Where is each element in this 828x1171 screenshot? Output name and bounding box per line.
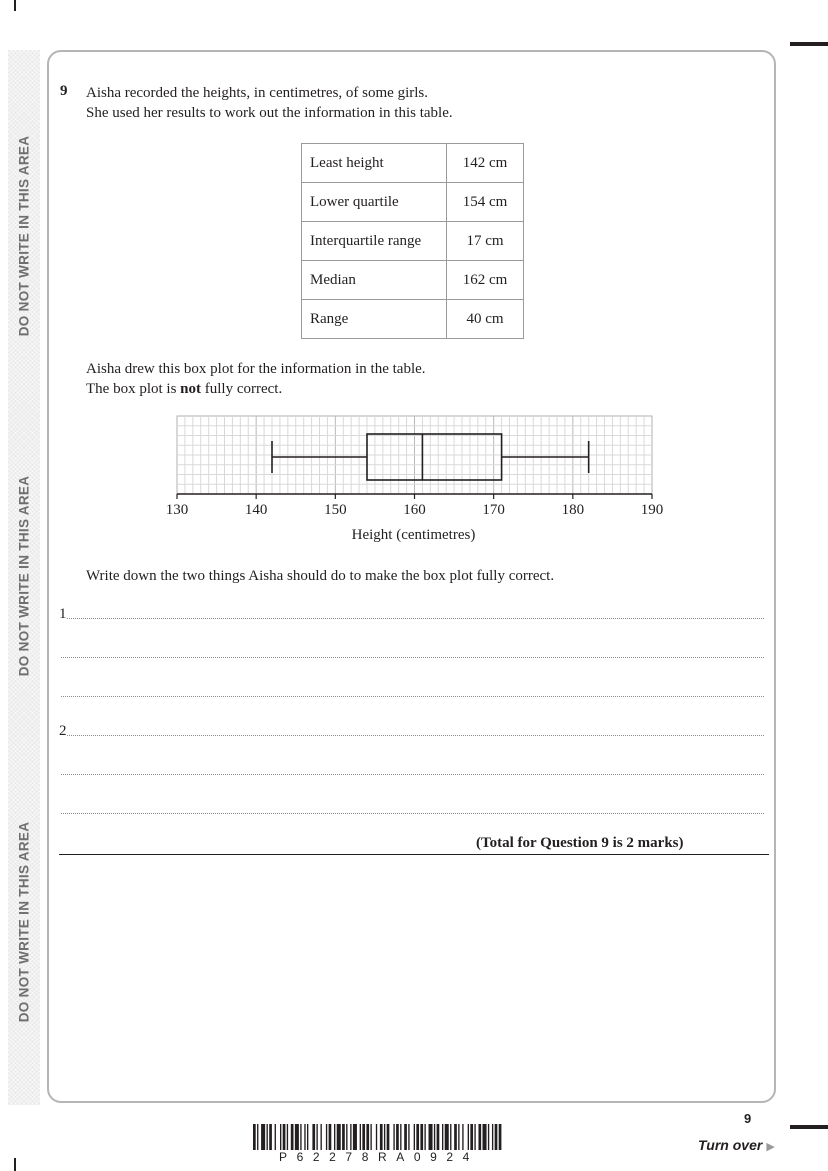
barcode-bar [416,1124,419,1150]
barcode-bar [261,1124,265,1150]
barcode-bar [393,1124,394,1150]
table-label: Least height [302,144,447,183]
barcode-bar [307,1124,308,1150]
barcode-bar [362,1124,365,1150]
answer-number: 1 [59,606,67,622]
information-table [301,143,524,339]
boxplot-intro: Aisha drew this box plot for the information in the table. [86,361,426,377]
box-plot [150,408,680,548]
answer-line[interactable] [61,813,764,814]
barcode-bar [312,1124,315,1150]
barcode-bar [353,1124,357,1150]
x-tick-label: 180 [561,502,585,518]
x-tick-label: 190 [640,502,664,518]
barcode-bar [445,1124,449,1150]
barcode-bar [420,1124,423,1150]
table-row [302,222,524,261]
barcode-bar [376,1124,377,1150]
table-value: 154 cm [447,183,524,222]
barcode-bar [462,1124,463,1150]
barcode-bar [321,1124,322,1150]
barcode-bar [360,1124,361,1150]
crop-mark [790,42,828,46]
barcode-bar [478,1124,481,1150]
instruction: Write down the two things Aisha should do to make the box plot fully correct. [86,568,555,584]
crop-mark [14,1158,16,1171]
table-row [302,183,524,222]
triangle-right-icon: ▶ [766,1141,775,1153]
barcode-bar [280,1124,281,1150]
barcode-bar [458,1124,459,1150]
barcode-bar [253,1124,256,1150]
crop-mark [790,1125,828,1129]
barcode-bar [287,1124,288,1150]
barcode [253,1124,578,1150]
barcode-bar [396,1124,399,1150]
boxplot-note: The box plot is not fully correct. [86,381,283,397]
x-tick-label: 160 [403,502,426,518]
turn-over: Turn over ▶ [698,1137,775,1153]
barcode-bar [337,1124,341,1150]
barcode-bar [437,1124,440,1150]
barcode-bar [488,1124,489,1150]
barcode-bar [495,1124,498,1150]
question-intro: She used her results to work out the information in this table. [86,105,453,121]
barcode-bar [329,1124,332,1150]
table-row [302,300,524,339]
x-tick-label: 150 [324,502,347,518]
barcode-bar [275,1124,276,1150]
barcode-bar [346,1124,347,1150]
table-label: Interquartile range [302,222,447,261]
barcode-text: P62278RA0924 [279,1150,479,1164]
total-marks: (Total for Question 9 is 2 marks) [476,835,684,851]
table-value: 142 cm [447,144,524,183]
barcode-bar [291,1124,294,1150]
table-label: Median [302,261,447,300]
barcode-bar [424,1124,425,1150]
table-value: 162 cm [447,261,524,300]
barcode-bar [414,1124,415,1150]
total-rule [59,854,769,855]
answer-line[interactable] [67,618,764,619]
barcode-bar [295,1124,299,1150]
x-axis-label: Height (centimetres) [351,527,476,543]
barcode-bar [384,1124,385,1150]
barcode-bar [350,1124,351,1150]
barcode-bar [408,1124,409,1150]
barcode-bar [400,1124,401,1150]
x-tick-label: 130 [165,502,189,518]
barcode-bar [334,1124,335,1150]
barcode-bar [300,1124,301,1150]
barcode-bar [483,1124,487,1150]
answer-line[interactable] [67,735,764,736]
barcode-bar [304,1124,305,1150]
table-row [302,144,524,183]
question-intro: Aisha recorded the heights, in centimetres, of some girls. [86,85,428,101]
barcode-bar [342,1124,345,1150]
table-label: Range [302,300,447,339]
barcode-bar [429,1124,433,1150]
barcode-bar [316,1124,317,1150]
x-tick-label: 140 [244,502,268,518]
barcode-bar [387,1124,390,1150]
table-row [302,261,524,300]
barcode-bar [499,1124,502,1150]
answer-line[interactable] [61,774,764,775]
barcode-bar [442,1124,443,1150]
barcode-bar [257,1124,258,1150]
barcode-bar [326,1124,327,1150]
crop-mark [14,0,16,11]
barcode-bar [404,1124,407,1150]
answer-line[interactable] [61,657,764,658]
barcode-bar [454,1124,457,1150]
barcode-bar [474,1124,475,1150]
barcode-bar [492,1124,493,1150]
question-number: 9 [60,83,68,99]
barcode-bar [267,1124,268,1150]
barcode-bar [370,1124,371,1150]
barcode-bar [470,1124,473,1150]
table-value: 17 cm [447,222,524,261]
answer-line[interactable] [61,696,764,697]
barcode-bar [283,1124,286,1150]
table-value: 40 cm [447,300,524,339]
barcode-bar [450,1124,451,1150]
barcode-bar [434,1124,435,1150]
barcode-bar [269,1124,272,1150]
x-tick-label: 170 [482,502,505,518]
table-label: Lower quartile [302,183,447,222]
barcode-bar [366,1124,369,1150]
barcode-bar [380,1124,383,1150]
barcode-bar [468,1124,469,1150]
answer-number: 2 [59,723,67,739]
page-number: 9 [744,1111,752,1126]
